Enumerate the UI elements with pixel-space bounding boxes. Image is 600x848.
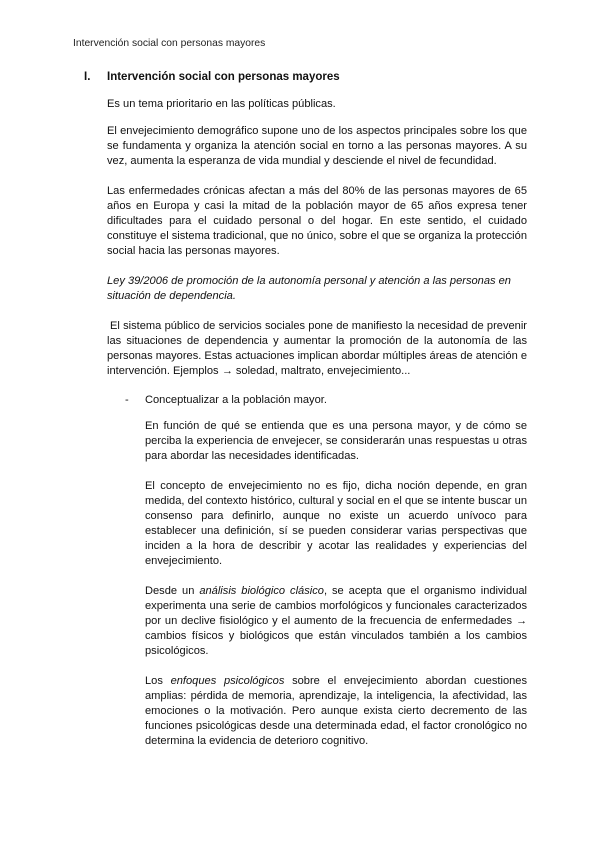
bullet-item [107,393,527,408]
paragraph-perception: En función de qué se entienda que es una persona mayor, y de cómo se perciba la experiencia de envejecer, se considerarán unas respuestas u otras para abordar las necesidades identificadas. [145,420,527,462]
psychological-emphasis: enfoques psicológicos [170,675,285,687]
section-title: Intervención social con personas mayores [107,71,340,83]
paragraph-biological [145,584,527,659]
paragraph-law-reference: Ley 39/2006 de promoción de la autonomía personal y atención a las personas en situación de dependencia. [107,275,511,302]
biological-post: , se acepta que el organismo individual experimenta una serie de cambios morfológicos y funcionales caracterizados por un declive fisiológico y el aumento de la frecuencia de enfermedades → cambios físicos y biológicos que están vinculados también a los cambios psicológicos. [145,585,527,657]
biological-pre: Desde un [145,585,200,597]
psychological-pre: Los [145,675,171,687]
psychological-post: sobre el envejecimiento abordan cuestiones amplias: pérdida de memoria, aprendizaje, la inteligencia, la afectividad, las emociones o la motivación. Pero aunque exista cierto decremento de las funciones psicológicas desde una determinada edad, el factor cronológico no determina la evidencia de deterioro cognitivo. [145,675,528,747]
bullet-label: Conceptualizar a la población mayor. [145,394,327,406]
paragraph-priority: Es un tema prioritario en las políticas públicas. [107,98,336,110]
paragraph-psychological [145,674,527,749]
document-body [107,97,527,749]
paragraph-demographic-aging: El envejecimiento demográfico supone uno de los aspectos principales sobre los que se fundamenta y organiza la atención social en torno a las personas mayores. A su vez, aumenta la esperanza de vida mundial y desciende el nivel de fecundidad. [107,125,527,167]
paragraph-chronic-diseases: Las enfermedades crónicas afectan a más del 80% de las personas mayores de 65 años en Europa y casi la mitad de la población mayor de 65 años expresa tener dificultades para el cuidado personal o del hogar. En este sentido, el cuidado constituye el sistema tradicional, que no único, sobre el que se organiza la protección social hacia las personas mayores. [107,185,527,257]
running-header: Intervención social con personas mayores [73,38,266,49]
sub-section [145,419,527,749]
bullet-dash: - [125,394,129,406]
biological-emphasis: análisis biológico clásico [199,585,324,597]
paragraph-public-system: El sistema público de servicios sociales pone de manifiesto la necesidad de prevenir las situaciones de dependencia y aumentar la promoción de la autonomía de las personas mayores. Estas actuaciones implican abordar múltiples áreas de atención e intervención. Ejemplos → soledad, maltrato, envejecimiento... [107,320,527,377]
section-number: I. [84,71,91,83]
paragraph-concept: El concepto de envejecimiento no es fijo, dicha noción depende, en gran medida, del contexto histórico, cultural y social en el que se intente buscar un consenso para definirlo, aunque no existe un acuerdo unívoco para establecer una definición, sí se pueden considerar varias perspectivas que inciden a la hora de describir y acotar las realidades y experiencias del envejecimiento. [145,480,527,567]
section-heading [84,70,340,85]
